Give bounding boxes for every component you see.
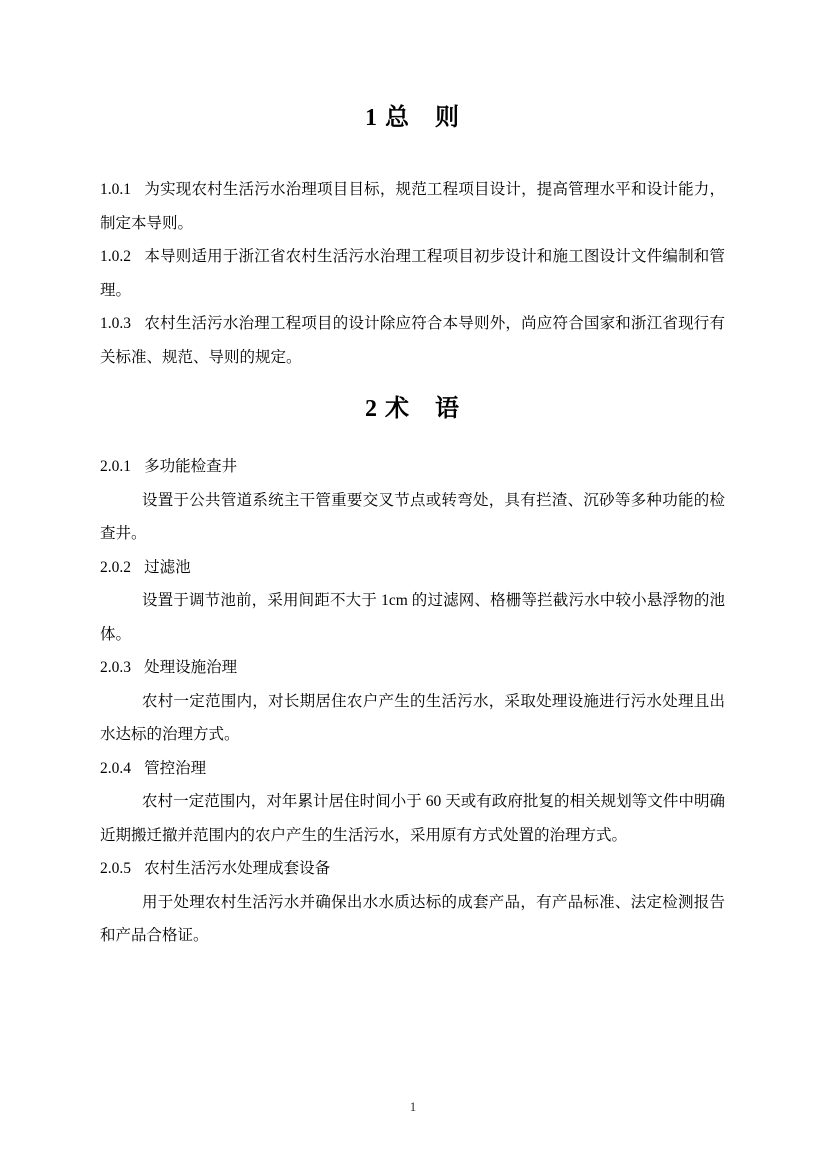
document-content (100, 103, 725, 953)
clause-number: 1.0.3 (100, 315, 131, 332)
term-definition-2-0-1: 设置于公共管道系统主干管重要交叉节点或转弯处，具有拦渣、沉砂等多种功能的检查井。 (100, 491, 725, 542)
term-title: 多功能检查井 (144, 458, 238, 475)
term-heading-2-0-3 (100, 651, 725, 685)
term-number: 2.0.5 (100, 860, 131, 877)
term-number: 2.0.2 (100, 558, 131, 576)
section-heading-general: 1 总 则 (365, 105, 460, 131)
term-definition-2-0-3: 农村一定范围内，对长期居住农户产生的生活污水，采取处理设施进行污水处理且出水达标的治理方式。 (100, 692, 725, 743)
term-definition-2-0-5: 用于处理农村生活污水并确保出水水质达标的成套产品，有产品标准、法定检测报告和产品合格证。 (100, 893, 725, 944)
term-definition-2-0-2: 设置于调节池前，采用间距不大于 1cm 的过滤网、格栅等拦截污水中较小悬浮物的池体。 (100, 592, 725, 643)
term-definition-2-0-4: 农村一定范围内，对年累计居住时间小于 60 天或有政府批复的相关规划等文件中明确近期搬迁撤并范围内的农户产生的生活污水，采用原有方式处置的治理方式。 (100, 793, 725, 844)
clause-1-0-2 (100, 240, 725, 307)
term-heading-2-0-1 (100, 450, 725, 484)
clause-text: 农村生活污水治理工程项目的设计除应符合本导则外，尚应符合国家和浙江省现行有关标准、规范、导则的规定。 (100, 315, 725, 366)
term-number: 2.0.1 (100, 458, 131, 475)
term-heading-2-0-5 (100, 852, 725, 886)
term-number: 2.0.4 (100, 759, 131, 777)
clause-number: 1.0.1 (100, 181, 131, 198)
page-number: 1 (409, 1099, 417, 1114)
section-heading-terms: 2 术 语 (365, 396, 460, 422)
term-title: 过滤池 (144, 558, 191, 576)
term-title: 处理设施治理 (144, 659, 238, 676)
clause-1-0-1 (100, 173, 725, 240)
clause-1-0-3 (100, 307, 725, 374)
clause-text: 为实现农村生活污水治理项目目标，规范工程项目设计，提高管理水平和设计能力，制定本导则。 (100, 181, 725, 232)
term-title: 管控治理 (144, 759, 207, 777)
term-number: 2.0.3 (100, 659, 131, 676)
clause-number: 1.0.2 (100, 248, 131, 265)
term-heading-2-0-4 (100, 752, 725, 786)
clause-text: 本导则适用于浙江省农村生活污水治理工程项目初步设计和施工图设计文件编制和管理。 (100, 248, 725, 299)
term-title: 农村生活污水处理成套设备 (144, 860, 331, 877)
term-heading-2-0-2 (100, 551, 725, 585)
